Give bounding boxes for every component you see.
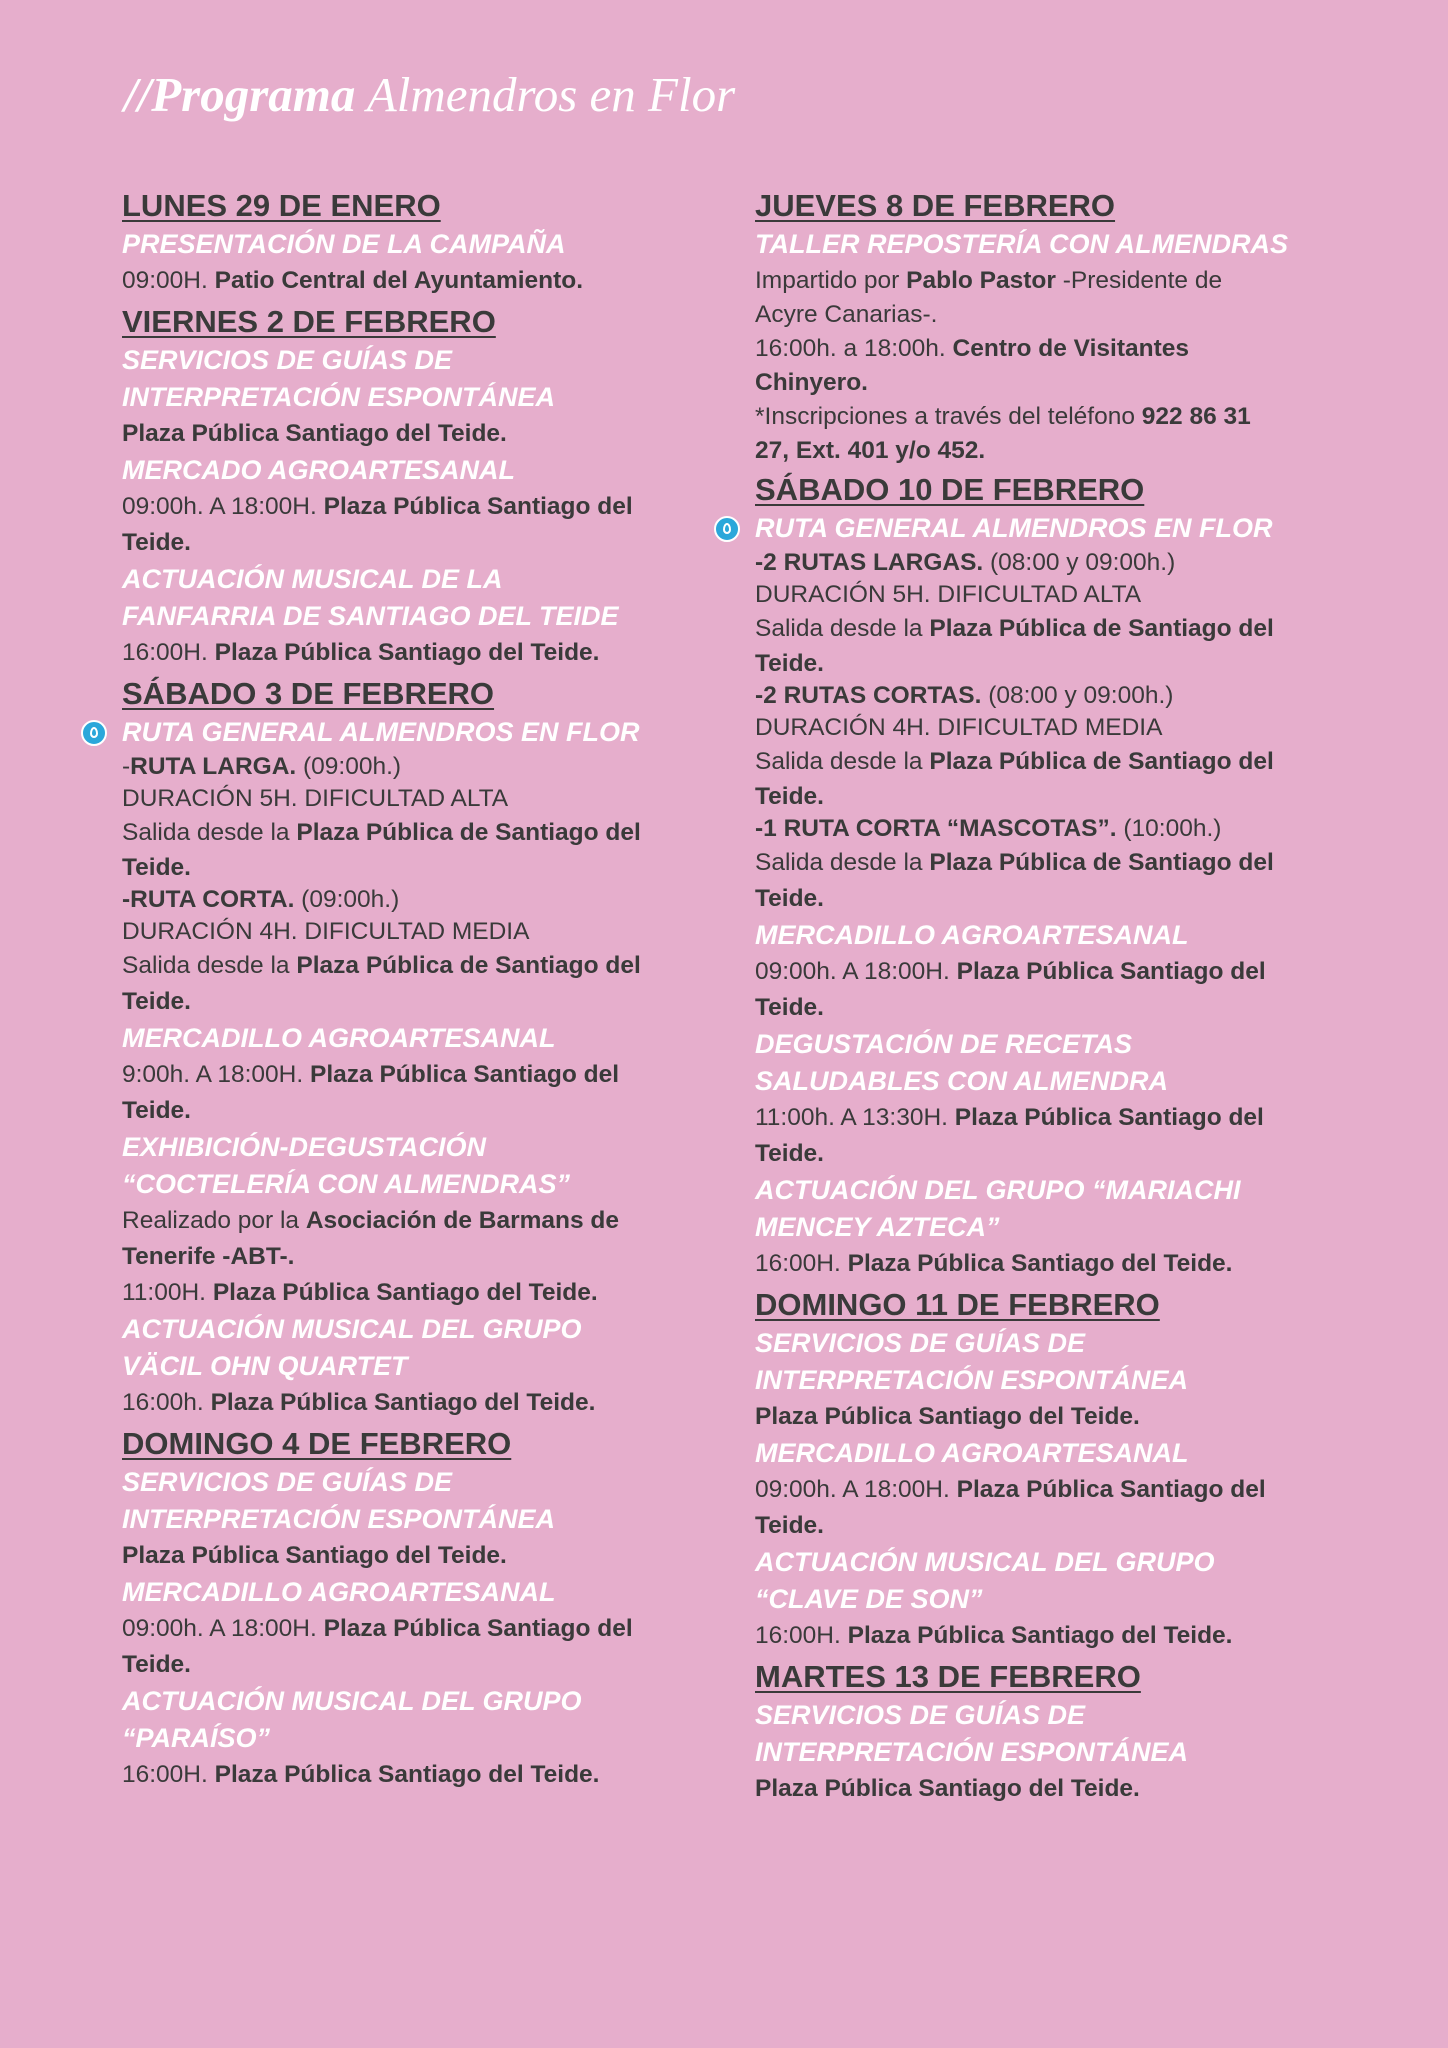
location-pin-icon	[714, 516, 740, 542]
event-title: MERCADO AGROARTESANAL	[122, 455, 516, 485]
day-heading: SÁBADO 10 DE FEBRERO	[755, 472, 1145, 507]
event-title: SERVICIOS DE GUÍAS DE	[122, 1467, 453, 1497]
day-heading: MARTES 13 DE FEBRERO	[755, 1659, 1141, 1694]
event-detail: 09:00h. A 18:00H. Plaza Pública Santiago del	[122, 493, 633, 520]
event-title: INTERPRETACIÓN ESPONTÁNEA	[122, 1504, 556, 1534]
right-column	[755, 183, 1335, 1807]
page-title	[124, 66, 735, 123]
title-bold: //Programa	[124, 67, 356, 122]
event-detail: 16:00h. a 18:00h. Centro de Visitantes	[755, 335, 1189, 362]
event-place: Plaza Pública Santiago del Teide.	[122, 1542, 507, 1569]
event-title: VÄCIL OHN QUARTET	[122, 1351, 408, 1381]
event-title: DEGUSTACIÓN DE RECETAS	[755, 1029, 1133, 1059]
event-title: SERVICIOS DE GUÍAS DE	[122, 345, 453, 375]
event-title: RUTA GENERAL ALMENDROS EN FLOR	[122, 714, 692, 751]
event-title: ACTUACIÓN DEL GRUPO “MARIACHI	[755, 1175, 1241, 1205]
day-heading: VIERNES 2 DE FEBRERO	[122, 304, 496, 339]
event-title: MERCADILLO AGROARTESANAL	[122, 1023, 556, 1053]
day-heading: SÁBADO 3 DE FEBRERO	[122, 676, 495, 711]
event-title: “PARAÍSO”	[122, 1723, 271, 1753]
event-title: MENCEY AZTECA”	[755, 1212, 1000, 1242]
day-heading: DOMINGO 4 DE FEBRERO	[122, 1426, 512, 1461]
event-detail: Realizado por la Asociación de Barmans de	[122, 1207, 620, 1234]
route-info: DURACIÓN 4H. DIFICULTAD MEDIA	[755, 714, 1163, 741]
route-exit: Salida desde la Plaza Pública de Santiago del	[755, 849, 1274, 876]
event-title: MERCADILLO AGROARTESANAL	[755, 920, 1189, 950]
event-title: PRESENTACIÓN DE LA CAMPAÑA	[122, 229, 566, 259]
route-detail: -2 RUTAS LARGAS. (08:00 y 09:00h.)	[755, 549, 1176, 576]
event-title: ACTUACIÓN MUSICAL DEL GRUPO	[122, 1686, 582, 1716]
route-detail: -1 RUTA CORTA “MASCOTAS”. (10:00h.)	[755, 815, 1222, 842]
event-detail: 11:00h. A 13:30H. Plaza Pública Santiago del	[755, 1104, 1264, 1131]
route-exit: Teide.	[755, 650, 824, 677]
event-title: INTERPRETACIÓN ESPONTÁNEA	[755, 1365, 1189, 1395]
event-detail: 16:00h. Plaza Pública Santiago del Teide.	[122, 1389, 596, 1416]
event-detail: Teide.	[755, 994, 824, 1021]
event-title: TALLER REPOSTERÍA CON ALMENDRAS	[755, 229, 1288, 259]
route-detail: -RUTA CORTA. (09:00h.)	[122, 886, 400, 913]
event-title: “COCTELERÍA CON ALMENDRAS”	[122, 1169, 570, 1199]
left-column	[122, 183, 692, 1793]
event-detail: Acyre Canarias-.	[755, 301, 938, 328]
event-detail: 09:00h. A 18:00H. Plaza Pública Santiago del	[122, 1615, 633, 1642]
event-detail: 16:00H. Plaza Pública Santiago del Teide.	[755, 1622, 1233, 1649]
event-title: ACTUACIÓN MUSICAL DE LA	[122, 564, 503, 594]
event-detail: Teide.	[122, 529, 191, 556]
event-detail: 16:00H. Plaza Pública Santiago del Teide.	[122, 1761, 600, 1788]
event-detail: 09:00H. Patio Central del Ayuntamiento.	[122, 267, 584, 294]
event-detail: Teide.	[122, 1097, 191, 1124]
event-detail: *Inscripciones a través del teléfono 922 86 31	[755, 403, 1251, 430]
event-title: INTERPRETACIÓN ESPONTÁNEA	[122, 382, 556, 412]
route-info: DURACIÓN 4H. DIFICULTAD MEDIA	[122, 918, 530, 945]
event-detail: Tenerife -ABT-.	[122, 1243, 295, 1270]
event-detail: 11:00H. Plaza Pública Santiago del Teide.	[122, 1279, 598, 1306]
event-title: MERCADILLO AGROARTESANAL	[122, 1577, 556, 1607]
event-place: Plaza Pública Santiago del Teide.	[755, 1403, 1140, 1430]
event-title: FANFARRIA DE SANTIAGO DEL TEIDE	[122, 601, 619, 631]
event-detail: 16:00H. Plaza Pública Santiago del Teide.	[122, 639, 600, 666]
event-detail: 27, Ext. 401 y/o 452.	[755, 437, 986, 464]
event-detail: 09:00h. A 18:00H. Plaza Pública Santiago del	[755, 1476, 1266, 1503]
event-title: EXHIBICIÓN-DEGUSTACIÓN	[122, 1132, 487, 1162]
event-place: Plaza Pública Santiago del Teide.	[755, 1775, 1140, 1802]
event-detail: 16:00H. Plaza Pública Santiago del Teide.	[755, 1250, 1233, 1277]
title-rest: Almendros en Flor	[355, 67, 736, 122]
route-exit: Salida desde la Plaza Pública de Santiago del	[755, 748, 1274, 775]
event-title: “CLAVE DE SON”	[755, 1584, 983, 1614]
event-title: ACTUACIÓN MUSICAL DEL GRUPO	[755, 1547, 1215, 1577]
route-exit: Teide.	[755, 885, 824, 912]
route-info: DURACIÓN 5H. DIFICULTAD ALTA	[122, 785, 509, 812]
route-exit: Salida desde la Plaza Pública de Santiago del	[755, 615, 1274, 642]
route-exit: Teide.	[755, 783, 824, 810]
route-detail: -2 RUTAS CORTAS. (08:00 y 09:00h.)	[755, 682, 1174, 709]
route-info: DURACIÓN 5H. DIFICULTAD ALTA	[755, 581, 1142, 608]
location-pin-icon	[81, 720, 107, 746]
day-heading: DOMINGO 11 DE FEBRERO	[755, 1287, 1160, 1322]
event-detail: Impartido por Pablo Pastor -Presidente de	[755, 267, 1223, 294]
event-title: SERVICIOS DE GUÍAS DE	[755, 1700, 1086, 1730]
event-detail: Teide.	[755, 1512, 824, 1539]
event-title: RUTA GENERAL ALMENDROS EN FLOR	[755, 510, 1335, 547]
day-heading: LUNES 29 DE ENERO	[122, 188, 441, 223]
event-title: INTERPRETACIÓN ESPONTÁNEA	[755, 1737, 1189, 1767]
event-detail: Chinyero.	[755, 369, 868, 396]
event-title: MERCADILLO AGROARTESANAL	[755, 1438, 1189, 1468]
event-detail: 09:00h. A 18:00H. Plaza Pública Santiago del	[755, 958, 1266, 985]
event-title: SALUDABLES CON ALMENDRA	[755, 1066, 1168, 1096]
route-exit: Teide.	[122, 854, 191, 881]
event-detail: 9:00h. A 18:00H. Plaza Pública Santiago del	[122, 1061, 620, 1088]
route-detail: -RUTA LARGA. (09:00h.)	[122, 753, 402, 780]
event-detail: Teide.	[755, 1140, 824, 1167]
route-exit: Salida desde la Plaza Pública de Santiago del	[122, 819, 641, 846]
event-title: ACTUACIÓN MUSICAL DEL GRUPO	[122, 1314, 582, 1344]
event-place: Plaza Pública Santiago del Teide.	[122, 420, 507, 447]
route-exit: Salida desde la Plaza Pública de Santiago del	[122, 952, 641, 979]
day-heading: JUEVES 8 DE FEBRERO	[755, 188, 1116, 223]
route-exit: Teide.	[122, 988, 191, 1015]
event-detail: Teide.	[122, 1651, 191, 1678]
event-title: SERVICIOS DE GUÍAS DE	[755, 1328, 1086, 1358]
